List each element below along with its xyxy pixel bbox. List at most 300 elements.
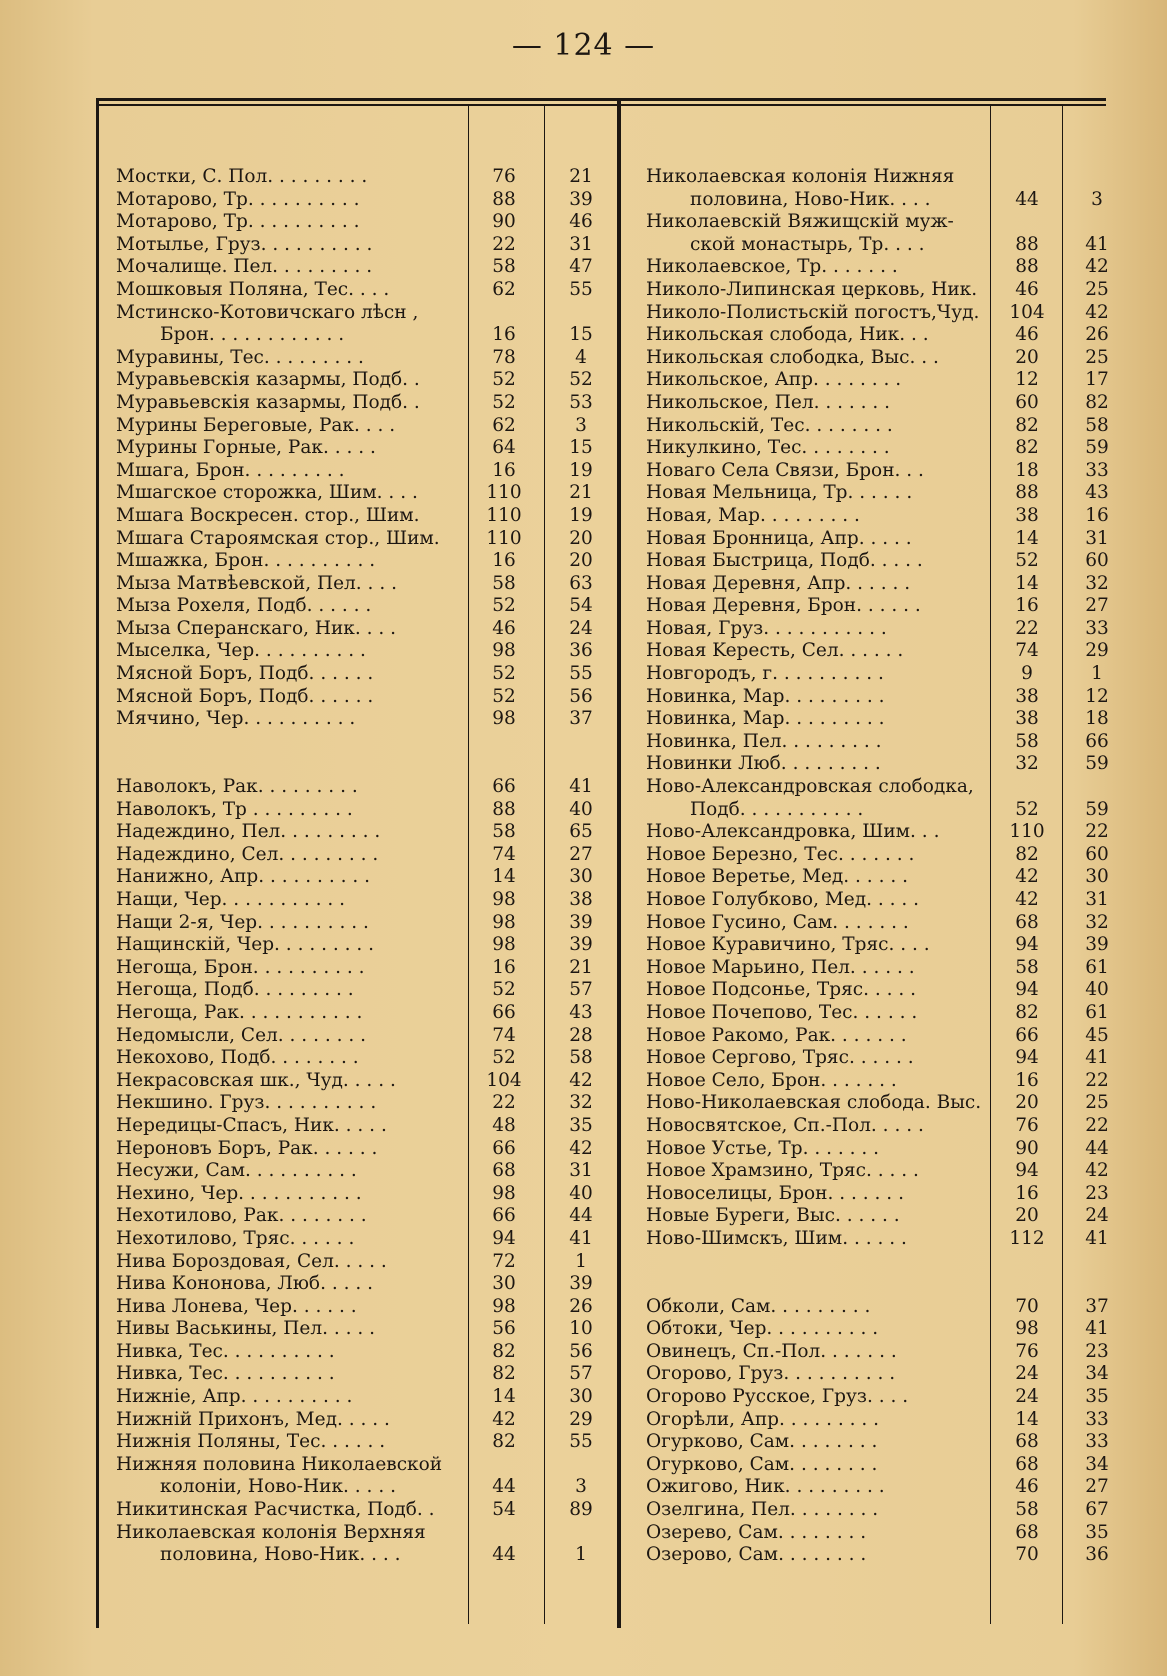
- entry-name: Мурины Горные, Рак. . . . .: [116, 437, 376, 459]
- entry-map-number: 3: [575, 414, 587, 436]
- entry-map-number: 32: [569, 1092, 593, 1114]
- entry-name: Нащи, Чер. . . . . . . . . . .: [116, 889, 346, 910]
- entry-name: Мотылье, Груз. . . . . . . . . .: [116, 233, 373, 255]
- entry-name: Огорово, Груз. . . . . . . . . .: [646, 1363, 896, 1385]
- entry-map-number: 3: [1091, 188, 1103, 210]
- entry-page-number: 68: [1015, 911, 1039, 933]
- entry-map-number: 58: [1085, 414, 1109, 436]
- page-number: — 124 —: [511, 28, 656, 63]
- entry-map-number: 39: [569, 1273, 593, 1295]
- entry-name: Ново-Николаевская слобода. Выс.: [646, 1092, 982, 1114]
- entry-name: Некохово, Подб. . . . . . . .: [116, 1047, 359, 1069]
- entry-page-number: 14: [492, 1386, 516, 1408]
- entry-map-number: 37: [1085, 1295, 1109, 1317]
- entry-map-number: 10: [569, 1318, 593, 1340]
- entry-map-number: 59: [1085, 753, 1109, 775]
- entry-page-number: 52: [492, 369, 516, 391]
- entry-name: Озерово, Сам. . . . . . . .: [646, 1544, 867, 1566]
- entry-page-number: 16: [492, 324, 516, 346]
- entry-page-number: 66: [492, 1137, 516, 1159]
- entry-name: Новгородъ, г. . . . . . . . . .: [646, 663, 884, 685]
- entry-map-number: 42: [569, 1137, 593, 1159]
- entry-page-number: 38: [1015, 708, 1039, 730]
- entry-name: Нехотилово, Тряс. . . . . .: [116, 1227, 355, 1249]
- entry-name: Огурково, Сам. . . . . . . .: [646, 1431, 878, 1453]
- entry-name: Мочалище. Пел. . . . . . . . .: [116, 256, 373, 278]
- entry-name: Новоселицы, Брон. . . . . . .: [646, 1182, 904, 1204]
- entry-map-number: 52: [569, 369, 593, 391]
- entry-page-number: 66: [1015, 1024, 1039, 1046]
- entry-name: Ново-Александровская слободка,: [646, 776, 974, 798]
- entry-map-number: 41: [1085, 233, 1109, 255]
- entry-name: Новая Мельница, Тр. . . . . .: [646, 482, 913, 504]
- entry-name: Нижній Прихонъ, Мед. . . . .: [116, 1408, 390, 1430]
- entry-map-number: 22: [1085, 1114, 1109, 1136]
- entry-page-number: 88: [492, 188, 516, 210]
- entry-name: Николаевская колонія Верхняя: [116, 1521, 426, 1543]
- entry-name: Новое Устье, Тр. . . . . . .: [646, 1137, 880, 1159]
- entry-map-number: 40: [569, 1182, 593, 1204]
- entry-name: Мясной Боръ, Подб. . . . . .: [116, 663, 374, 685]
- entry-name: Нередицы-Спасъ, Ник. . . . .: [116, 1114, 387, 1136]
- entry-name: Нанижно, Апр. . . . . . . . . .: [116, 866, 370, 888]
- entry-page-number: 32: [1015, 753, 1039, 775]
- entry-name: половина, Ново-Ник. . . .: [160, 1544, 401, 1566]
- entry-name: Новое Подсонье, Тряс. . . . .: [646, 979, 917, 1001]
- entry-map-number: 63: [569, 572, 593, 594]
- entry-name: Некшино. Груз. . . . . . . . . .: [116, 1092, 377, 1114]
- entry-name: Новосвятское, Сп.-Пол. . . . .: [646, 1114, 924, 1136]
- entry-name: Николо-Полистьскій погостъ,Чуд.: [646, 301, 980, 323]
- entry-map-number: 36: [569, 640, 593, 662]
- entry-page-number: 64: [492, 437, 516, 459]
- entry-name: Никольское, Пел. . . . . . .: [646, 391, 891, 413]
- entry-name: Николаевское, Тр. . . . . . .: [646, 256, 898, 278]
- entry-name: Негоща, Рак. . . . . . . . . . .: [116, 1001, 363, 1023]
- entry-map-number: 25: [1085, 1092, 1109, 1114]
- entry-name: Надеждино, Пел. . . . . . . . .: [116, 821, 381, 843]
- entry-map-number: 1: [575, 1250, 587, 1272]
- entry-page-number: 66: [492, 776, 516, 798]
- entry-map-number: 19: [569, 504, 593, 526]
- entry-page-number: 44: [1015, 188, 1039, 210]
- entry-page-number: 52: [492, 595, 516, 617]
- entry-map-number: 21: [569, 166, 593, 187]
- entry-map-number: 89: [569, 1499, 593, 1521]
- entry-name: Новаго Села Связи, Брон. . .: [646, 459, 924, 481]
- entry-page-number: 16: [492, 956, 516, 978]
- entry-name: Нижнія Поляны, Тес. . . . . .: [116, 1431, 386, 1453]
- entry-page-number: 9: [1021, 663, 1033, 685]
- entry-map-number: 82: [1085, 391, 1109, 413]
- entry-page-number: 98: [492, 889, 516, 910]
- entry-map-number: 27: [1085, 1476, 1109, 1498]
- entry-name: Новинки Люб. . . . . . . . .: [646, 753, 881, 775]
- entry-page-number: 70: [1015, 1544, 1039, 1566]
- entry-page-number: 58: [492, 256, 516, 278]
- entry-map-number: 58: [569, 1047, 593, 1069]
- entry-name: Николаевскій Вяжищскій муж-: [646, 211, 954, 233]
- entry-page-number: 14: [1015, 1408, 1039, 1430]
- entry-map-number: 21: [569, 956, 593, 978]
- entry-map-number: 65: [569, 821, 593, 843]
- entry-map-number: 43: [1085, 482, 1109, 504]
- entry-name: Новая, Мар. . . . . . . . .: [646, 504, 860, 526]
- entry-name: Мшажка, Брон. . . . . . . . . .: [116, 550, 376, 572]
- entry-name: Несужи, Сам. . . . . . . . . .: [116, 1160, 357, 1182]
- entry-map-number: 15: [569, 324, 593, 346]
- entry-page-number: 110: [486, 527, 522, 549]
- entry-map-number: 27: [1085, 595, 1109, 617]
- entry-name: Огорѣли, Апр. . . . . . . . .: [646, 1408, 879, 1430]
- entry-page-number: 70: [1015, 1295, 1039, 1317]
- entry-page-number: 58: [1015, 730, 1039, 752]
- entry-page-number: 30: [492, 1273, 516, 1295]
- entry-name: Мотарово, Тр. . . . . . . . . .: [116, 188, 360, 210]
- entry-name: Овинецъ, Сп.-Пол. . . . . . .: [646, 1340, 897, 1362]
- entry-name: Мясной Боръ, Подб. . . . . .: [116, 685, 374, 707]
- entry-page-number: 42: [1015, 889, 1039, 910]
- entry-page-number: 46: [1015, 324, 1039, 346]
- entry-page-number: 16: [1015, 595, 1039, 617]
- entry-page-number: 110: [486, 504, 522, 526]
- entry-name: Мошковыя Поляна, Тес. . . .: [116, 278, 390, 300]
- entry-map-number: 22: [1085, 1069, 1109, 1091]
- entry-name: Николо-Липинская церковь, Ник.: [646, 278, 978, 300]
- entry-name: Нехино, Чер. . . . . . . . . . .: [116, 1182, 362, 1204]
- entry-page-number: 94: [1015, 1160, 1039, 1182]
- entry-map-number: 57: [569, 1363, 593, 1385]
- entry-name: Мыза Рохеля, Подб. . . . . .: [116, 595, 372, 617]
- entry-map-number: 56: [569, 1340, 593, 1362]
- entry-map-number: 24: [569, 617, 593, 639]
- entry-name: Мыза Матвѣевской, Пел. . . .: [116, 572, 397, 594]
- entry-page-number: 82: [492, 1340, 516, 1362]
- entry-page-number: 78: [492, 346, 516, 368]
- entry-map-number: 19: [569, 459, 593, 481]
- entry-name: Мостки, С. Пол. . . . . . . . .: [116, 166, 368, 187]
- entry-name: Обтоки, Чер. . . . . . . . . .: [646, 1318, 879, 1340]
- entry-page-number: 38: [1015, 685, 1039, 707]
- entry-map-number: 30: [569, 866, 593, 888]
- entry-name: Обколи, Сам. . . . . . . . .: [646, 1295, 871, 1317]
- entry-name: Негоща, Подб. . . . . . . . .: [116, 979, 354, 1001]
- entry-name: Никольская слобода, Ник. . .: [646, 324, 929, 346]
- entry-map-number: 34: [1085, 1363, 1109, 1385]
- entry-page-number: 56: [492, 1318, 516, 1340]
- entry-name: Мшага, Брон. . . . . . . . .: [116, 459, 345, 481]
- entry-page-number: 58: [492, 821, 516, 843]
- entry-name: Новая Быстрица, Подб. . . . .: [646, 550, 923, 572]
- entry-map-number: 42: [1085, 1160, 1109, 1182]
- entry-name: Нивы Васькины, Пел. . . . .: [116, 1318, 376, 1340]
- entry-map-number: 61: [1085, 956, 1109, 978]
- entry-page-number: 20: [1015, 1092, 1039, 1114]
- entry-page-number: 82: [492, 1431, 516, 1453]
- entry-page-number: 24: [1015, 1363, 1039, 1385]
- entry-page-number: 66: [492, 1001, 516, 1023]
- entry-page-number: 58: [1015, 956, 1039, 978]
- entry-map-number: 26: [569, 1295, 593, 1317]
- entry-name: Муравьевскія казармы, Подб. .: [116, 391, 420, 413]
- entry-name: Никольская слободка, Выс. . .: [646, 346, 939, 368]
- entry-page-number: 58: [492, 572, 516, 594]
- entry-page-number: 74: [492, 1024, 516, 1046]
- entry-name: Нащи 2-я, Чер. . . . . . . . . .: [116, 911, 369, 933]
- entry-page-number: 98: [492, 934, 516, 956]
- entry-map-number: 23: [1085, 1182, 1109, 1204]
- entry-map-number: 35: [1085, 1521, 1109, 1543]
- entry-name: Новое Веретье, Мед. . . . . .: [646, 866, 908, 888]
- entry-map-number: 17: [1085, 369, 1109, 391]
- entry-map-number: 39: [569, 188, 593, 210]
- entry-page-number: 68: [1015, 1521, 1039, 1543]
- entry-page-number: 98: [492, 911, 516, 933]
- entry-page-number: 16: [1015, 1182, 1039, 1204]
- entry-map-number: 41: [569, 1227, 593, 1249]
- entry-name: Ожигово, Ник. . . . . . . . .: [646, 1476, 885, 1498]
- entry-name: Наволокъ, Рак. . . . . . . . .: [116, 776, 358, 798]
- entry-map-number: 12: [1085, 685, 1109, 707]
- entry-name: Новое Сергово, Тряс. . . . . .: [646, 1047, 914, 1069]
- entry-name: Новинка, Пел. . . . . . . . .: [646, 730, 882, 752]
- entry-page-number: 22: [1015, 617, 1039, 639]
- entry-page-number: 104: [486, 1069, 522, 1091]
- entry-name: Нижняя половина Николаевской: [116, 1453, 443, 1475]
- entry-page-number: 16: [492, 550, 516, 572]
- entry-map-number: 44: [1085, 1137, 1109, 1159]
- entry-map-number: 39: [569, 934, 593, 956]
- entry-map-number: 57: [569, 979, 593, 1001]
- entry-name: Огурково, Сам. . . . . . . .: [646, 1453, 878, 1475]
- entry-name: Муравины, Тес. . . . . . . . .: [116, 346, 364, 368]
- entry-map-number: 30: [569, 1386, 593, 1408]
- entry-page-number: 98: [492, 640, 516, 662]
- entry-map-number: 40: [569, 798, 593, 820]
- entry-page-number: 52: [1015, 798, 1039, 820]
- entry-name: Нехотилово, Рак. . . . . . . .: [116, 1205, 367, 1227]
- entry-page-number: 68: [1015, 1431, 1039, 1453]
- entry-name: Мыза Сперанскаго, Ник. . . .: [116, 617, 397, 639]
- entry-name: Новое Храмзино, Тряс. . . . .: [646, 1160, 919, 1182]
- entry-map-number: 41: [1085, 1047, 1109, 1069]
- entry-map-number: 16: [1085, 504, 1109, 526]
- entry-page-number: 52: [492, 1047, 516, 1069]
- entry-map-number: 31: [569, 1160, 593, 1182]
- entry-name: Новое Гусино, Сам. . . . . . .: [646, 911, 909, 933]
- entry-map-number: 25: [1085, 346, 1109, 368]
- entry-map-number: 44: [569, 1205, 593, 1227]
- entry-name: половина, Ново-Ник. . . .: [690, 188, 931, 210]
- entry-map-number: 42: [1085, 301, 1109, 323]
- entry-page-number: 98: [492, 708, 516, 730]
- entry-map-number: 33: [1085, 459, 1109, 481]
- entry-name: Нива Лонева, Чер. . . . . .: [116, 1295, 357, 1317]
- entry-name: Никитинская Расчистка, Подб. .: [116, 1499, 435, 1521]
- entry-name: Нероновъ Боръ, Рак. . . . . .: [116, 1137, 378, 1159]
- entry-page-number: 20: [1015, 346, 1039, 368]
- top-rule: [96, 98, 1106, 101]
- entry-name: Недомысли, Сел. . . . . . . .: [116, 1024, 366, 1046]
- entry-name: Нивка, Тес. . . . . . . . . .: [116, 1363, 335, 1385]
- entry-name: Новая Деревня, Брон. . . . . .: [646, 595, 921, 617]
- entry-page-number: 88: [1015, 482, 1039, 504]
- entry-page-number: 82: [1015, 437, 1039, 459]
- center-divider-line: [617, 98, 621, 1628]
- entry-name: Никулкино, Тес. . . . . . . .: [646, 437, 890, 459]
- entry-page-number: 88: [492, 798, 516, 820]
- entry-map-number: 37: [569, 708, 593, 730]
- entry-name: Николаевская колонія Нижняя: [646, 166, 955, 187]
- entry-map-number: 33: [1085, 617, 1109, 639]
- entry-name: Новое Березно, Тес. . . . . . .: [646, 843, 915, 865]
- entry-map-number: 46: [569, 211, 593, 233]
- entry-page-number: 62: [492, 414, 516, 436]
- entry-page-number: 82: [1015, 1001, 1039, 1023]
- entry-map-number: 56: [569, 685, 593, 707]
- entry-map-number: 42: [569, 1069, 593, 1091]
- entry-name: Ново-Шимскъ, Шим. . . . . .: [646, 1227, 907, 1249]
- entry-map-number: 55: [569, 1431, 593, 1453]
- entry-page-number: 72: [492, 1250, 516, 1272]
- entry-name: Новое Марьино, Пел. . . . . .: [646, 956, 915, 978]
- entry-page-number: 82: [1015, 843, 1039, 865]
- entry-name: Никольское, Апр. . . . . . . .: [646, 369, 902, 391]
- entry-page-number: 52: [492, 979, 516, 1001]
- entry-map-number: 35: [1085, 1386, 1109, 1408]
- entry-map-number: 29: [569, 1408, 593, 1430]
- entry-name: Новая Деревня, Апр. . . . . .: [646, 572, 911, 594]
- entry-map-number: 4: [575, 346, 587, 368]
- entry-name: Нащинскій, Чер. . . . . . . . .: [116, 934, 375, 956]
- entry-page-number: 14: [492, 866, 516, 888]
- entry-name: Ново-Александровка, Шим. . .: [646, 821, 940, 843]
- left-map-column-divider: [544, 104, 545, 1624]
- entry-page-number: 52: [492, 391, 516, 413]
- entry-name: Новое Голубково, Мед. . . . .: [646, 889, 920, 910]
- entry-page-number: 22: [492, 1092, 516, 1114]
- entry-page-number: 46: [1015, 1476, 1039, 1498]
- entry-page-number: 110: [486, 482, 522, 504]
- entry-map-number: 59: [1085, 798, 1109, 820]
- entry-page-number: 74: [492, 843, 516, 865]
- entry-page-number: 42: [1015, 866, 1039, 888]
- entry-name: Новое Почепово, Тес. . . . . .: [646, 1001, 918, 1023]
- entry-map-number: 26: [1085, 324, 1109, 346]
- entry-name: Новое Куравичино, Тряс. . . .: [646, 934, 930, 956]
- entry-name: Озелгина, Пел. . . . . . . .: [646, 1499, 879, 1521]
- entry-page-number: 24: [1015, 1386, 1039, 1408]
- entry-page-number: 38: [1015, 504, 1039, 526]
- entry-map-number: 67: [1085, 1499, 1109, 1521]
- entry-name: Наволокъ, Тр . . . . . . . . .: [116, 798, 353, 820]
- entry-page-number: 16: [492, 459, 516, 481]
- entry-name: Брон. . . . . . . . . . . .: [160, 324, 345, 346]
- entry-page-number: 60: [1015, 391, 1039, 413]
- entry-map-number: 39: [1085, 934, 1109, 956]
- entry-map-number: 20: [569, 550, 593, 572]
- entry-map-number: 15: [569, 437, 593, 459]
- entry-map-number: 27: [569, 843, 593, 865]
- entry-name: Нижніе, Апр. . . . . . . . . .: [116, 1386, 353, 1408]
- entry-page-number: 52: [1015, 550, 1039, 572]
- entry-name: Огорово Русское, Груз. . . .: [646, 1386, 909, 1408]
- entry-map-number: 30: [1085, 866, 1109, 888]
- entry-map-number: 61: [1085, 1001, 1109, 1023]
- entry-name: Мурины Береговые, Рак. . . .: [116, 414, 396, 436]
- entry-page-number: 68: [492, 1160, 516, 1182]
- entry-page-number: 88: [1015, 233, 1039, 255]
- entry-name: Негоща, Брон. . . . . . . . . .: [116, 956, 365, 978]
- entry-name: Мыселка, Чер. . . . . . . . . .: [116, 640, 366, 662]
- entry-page-number: 98: [1015, 1318, 1039, 1340]
- entry-map-number: 59: [1085, 437, 1109, 459]
- entry-page-number: 90: [492, 211, 516, 233]
- entry-page-number: 98: [492, 1182, 516, 1204]
- entry-map-number: 43: [569, 1001, 593, 1023]
- entry-name: Новые Буреги, Выс. . . . . .: [646, 1205, 900, 1227]
- entry-map-number: 47: [569, 256, 593, 278]
- entry-page-number: 104: [1009, 301, 1045, 323]
- entry-page-number: 76: [492, 166, 516, 187]
- entry-page-number: 76: [1015, 1114, 1039, 1136]
- entry-map-number: 40: [1085, 979, 1109, 1001]
- entry-map-number: 38: [569, 889, 593, 910]
- entry-page-number: 14: [1015, 572, 1039, 594]
- entry-name: Никольскій, Тес. . . . . . . .: [646, 414, 893, 436]
- entry-map-number: 28: [569, 1024, 593, 1046]
- entry-name: Нива Кононова, Люб. . . . .: [116, 1273, 373, 1295]
- entry-name: Новое Село, Брон. . . . . . .: [646, 1069, 897, 1091]
- entry-page-number: 74: [1015, 640, 1039, 662]
- top-rule-thin: [96, 104, 1106, 106]
- entry-name: Новинка, Мар. . . . . . . . .: [646, 685, 885, 707]
- entry-map-number: 45: [1085, 1024, 1109, 1046]
- entry-map-number: 41: [569, 776, 593, 798]
- entry-page-number: 82: [1015, 414, 1039, 436]
- entry-map-number: 32: [1085, 911, 1109, 933]
- entry-map-number: 24: [1085, 1205, 1109, 1227]
- entry-name: Новое Ракомо, Рак. . . . . . .: [646, 1024, 907, 1046]
- entry-map-number: 60: [1085, 843, 1109, 865]
- entry-map-number: 31: [569, 233, 593, 255]
- entry-page-number: 62: [492, 278, 516, 300]
- entry-map-number: 39: [569, 911, 593, 933]
- entry-name: колоніи, Ново-Ник. . . . .: [160, 1476, 396, 1498]
- entry-name: Нивка, Тес. . . . . . . . . .: [116, 1340, 335, 1362]
- entry-page-number: 98: [492, 1295, 516, 1317]
- entry-name: Мшага Воскресен. стор., Шим.: [116, 504, 420, 526]
- entry-map-number: 53: [569, 391, 593, 413]
- entry-page-number: 66: [492, 1205, 516, 1227]
- entry-page-number: 14: [1015, 527, 1039, 549]
- entry-map-number: 1: [575, 1544, 587, 1566]
- entry-map-number: 31: [1085, 889, 1109, 910]
- entry-page-number: 44: [492, 1476, 516, 1498]
- entry-page-number: 88: [1015, 256, 1039, 278]
- entry-map-number: 29: [1085, 640, 1109, 662]
- entry-page-number: 52: [492, 663, 516, 685]
- entry-map-number: 1: [1091, 663, 1103, 685]
- entry-name: Мстинско-Котовичскаго лѣсн ,: [116, 301, 419, 323]
- entry-name: Мшагское сторожка, Шим. . . .: [116, 482, 418, 504]
- entry-page-number: 58: [1015, 1499, 1039, 1521]
- entry-page-number: 12: [1015, 369, 1039, 391]
- entry-name: Мячино, Чер. . . . . . . . . .: [116, 708, 356, 730]
- entry-map-number: 41: [1085, 1227, 1109, 1249]
- entry-page-number: 16: [1015, 1069, 1039, 1091]
- entry-map-number: 22: [1085, 821, 1109, 843]
